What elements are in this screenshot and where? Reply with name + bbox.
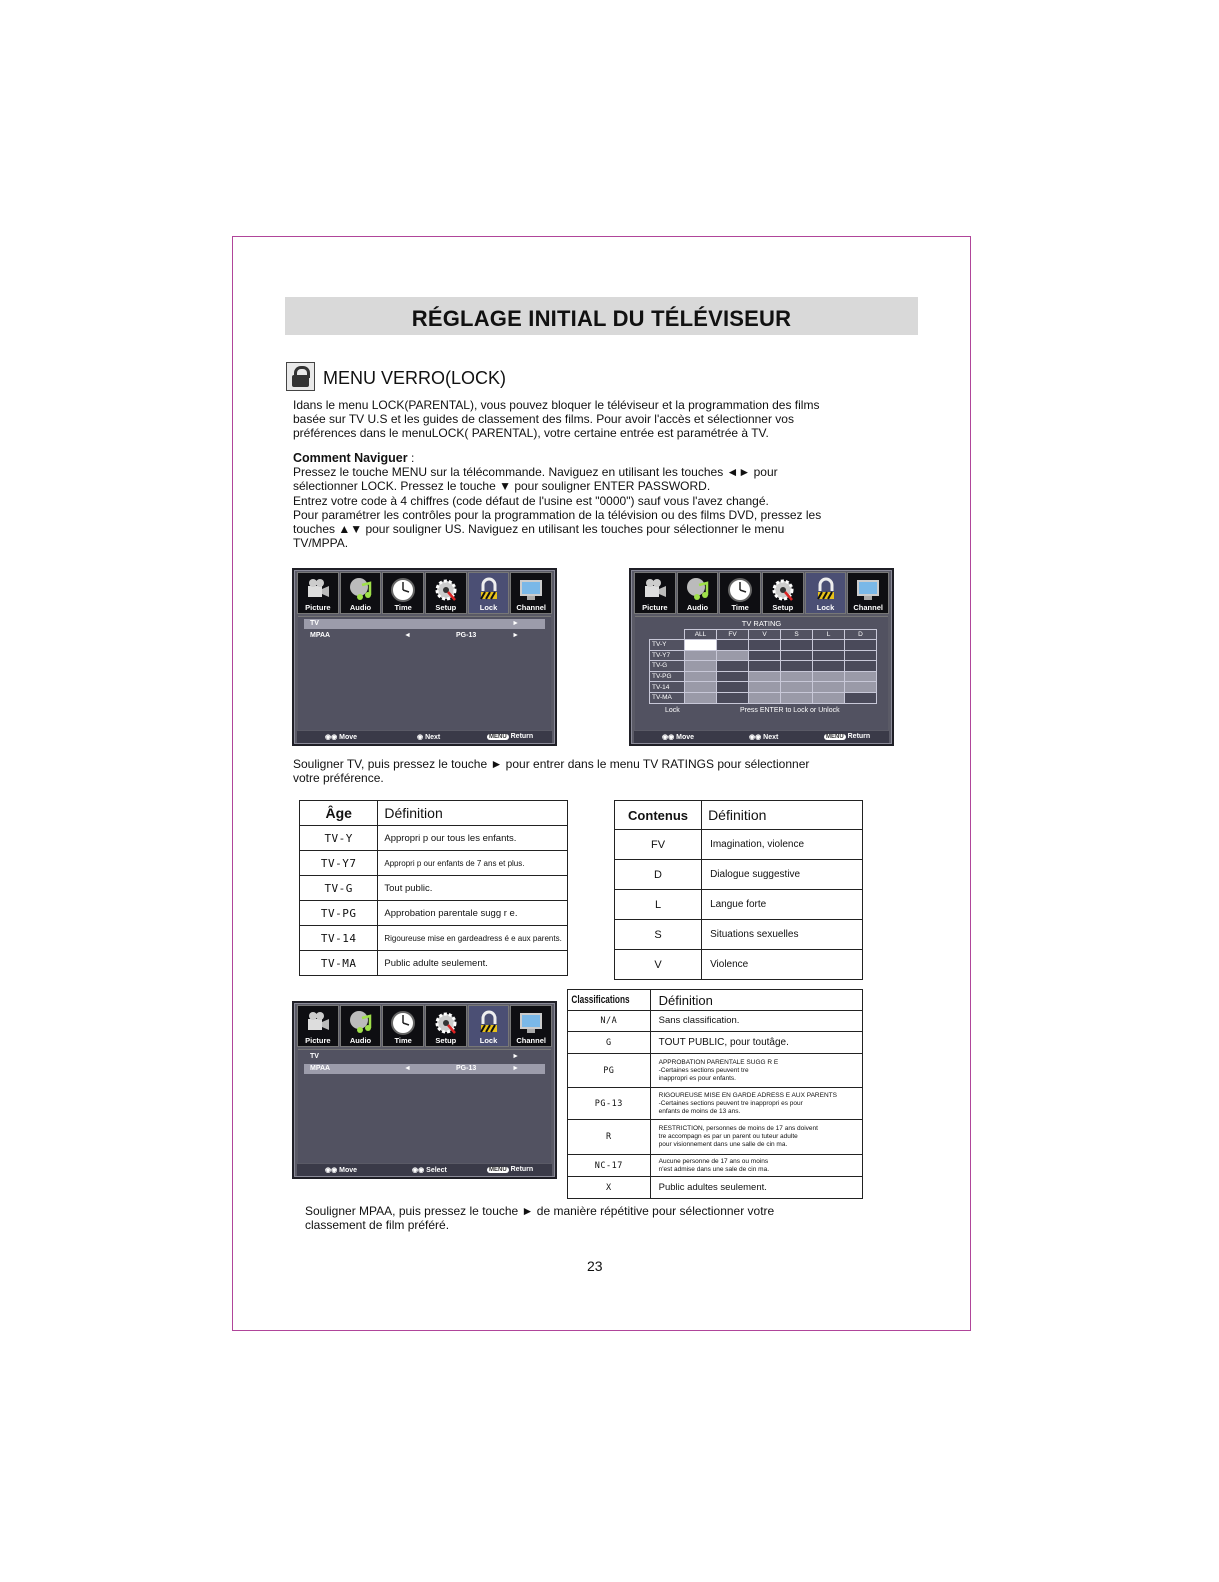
tab-label: Time <box>394 603 412 612</box>
caption-line: classement de film préféré. <box>305 1218 450 1233</box>
tab-label: Picture <box>642 603 668 612</box>
lock-cell[interactable] <box>717 692 749 703</box>
grid-row[interactable] <box>650 640 877 651</box>
menu-tab-lock <box>468 1005 510 1047</box>
menu-content <box>298 1049 551 1163</box>
definition-line: inappropri es pour enfants. <box>658 1074 736 1082</box>
table-key-cell: V <box>615 950 702 980</box>
table-row <box>300 876 568 901</box>
table-key-cell: TV-Y7 <box>300 851 378 876</box>
menu-tab-picture <box>297 572 339 614</box>
table-row <box>568 1032 863 1054</box>
mpaa-classification-table <box>567 989 863 1199</box>
table-key-cell: G <box>568 1032 651 1054</box>
move-hint: ◉◉ Move <box>325 1167 358 1174</box>
lock-cell[interactable] <box>685 671 717 682</box>
grid-row-label: TV-PG <box>650 671 685 682</box>
grid-column-header: D <box>845 630 877 640</box>
lock-cell[interactable] <box>781 661 813 672</box>
press-enter-hint: Press ENTER to Lock or Unlock <box>740 707 840 714</box>
nav-heading: Comment Naviguer <box>293 451 408 465</box>
menu-tab-audio <box>340 1005 382 1047</box>
table-definition-cell <box>650 1054 862 1088</box>
menu-footer <box>297 731 552 743</box>
table-row <box>300 851 568 876</box>
left-arrow-icon: ◄ <box>404 1065 411 1072</box>
nav-line: Pour paramétrer les contrôles pour la programmation de la télévision ou des films DVD, pressez les <box>293 507 822 522</box>
table-row <box>300 901 568 926</box>
table-row <box>568 1054 863 1088</box>
caption-line: votre préférence. <box>293 771 384 786</box>
lock-cell[interactable] <box>813 661 845 672</box>
table-definition-cell: Public adulte seulement. <box>378 951 568 976</box>
clock-icon <box>390 577 416 603</box>
definition-line: -Certaines sections peuvent tre <box>658 1066 749 1074</box>
menu-content <box>298 616 551 730</box>
table-row <box>568 1120 863 1155</box>
definition-line: RESTRICTION, personnes de moins de 17 ans doivent <box>658 1125 818 1132</box>
definition-line: Public adultes seulement. <box>658 1181 767 1193</box>
definition-line: RIGOUREUSE MISE EN GARDE ADRESS E AUX PARENTS <box>658 1091 837 1099</box>
definition-line: enfants de moins de 13 ans. <box>658 1107 741 1115</box>
lock-cell[interactable] <box>685 692 717 703</box>
grid-row-label: TV-14 <box>650 682 685 693</box>
padlock-icon <box>476 1010 502 1036</box>
nav-heading-line <box>293 451 821 465</box>
grid-row-label: TV-MA <box>650 692 685 703</box>
lock-cell[interactable] <box>685 682 717 693</box>
table-definition-cell: Imagination, violence <box>702 830 863 860</box>
clock-icon <box>390 1010 416 1036</box>
return-hint: MENU Return <box>489 1166 534 1173</box>
move-hint: ◉◉ Move <box>325 734 358 741</box>
table-definition-cell <box>650 1088 862 1120</box>
table-header-cell: Classifications <box>568 990 630 1011</box>
menu-icon-strip <box>634 572 889 614</box>
table-header-row <box>300 801 568 826</box>
nav-line: touches ▲▼ pour souligner US. Naviguez en utilisant les touches pour sélectionner le menu <box>293 522 785 537</box>
table-key-cell: TV-14 <box>300 926 378 951</box>
age-definition-table <box>299 800 568 976</box>
lock-cell[interactable] <box>845 692 877 703</box>
menu-tab-lock <box>468 572 510 614</box>
table-row <box>300 926 568 951</box>
grid-row-label: TV-Y <box>650 640 685 651</box>
return-hint: MENU Return <box>489 733 534 740</box>
table-definition-cell: Appropri p our tous les enfants. <box>378 826 568 851</box>
row-label: TV <box>310 620 319 627</box>
table-header-cell: Définition <box>650 990 862 1011</box>
table-row <box>568 1088 863 1120</box>
section-title: MENU VERRO(LOCK) <box>323 368 507 388</box>
grid-row[interactable] <box>650 671 877 682</box>
table-key-cell: L <box>615 890 702 920</box>
content-definition-table <box>614 800 863 980</box>
grid-row[interactable] <box>650 682 877 693</box>
gear-icon <box>433 1010 459 1036</box>
menu-footer <box>634 731 889 743</box>
grid-row[interactable] <box>650 650 877 661</box>
table-row <box>615 920 863 950</box>
move-hint: ◉◉ Move <box>662 734 695 741</box>
table-key-cell: TV-MA <box>300 951 378 976</box>
nav-paragraph <box>293 451 821 550</box>
nav-line: TV/MPPA. <box>293 536 349 551</box>
menu-tab-audio <box>340 572 382 614</box>
table-key-cell: PG <box>568 1054 651 1088</box>
lock-cell[interactable] <box>845 682 877 693</box>
table-definition-cell <box>650 1155 862 1177</box>
table-row <box>615 830 863 860</box>
table-header-row <box>568 990 863 1011</box>
right-arrow-icon: ► <box>512 632 519 639</box>
page-banner <box>285 297 918 335</box>
lock-cell[interactable] <box>845 650 877 661</box>
table-row <box>568 1155 863 1177</box>
lock-cell[interactable] <box>685 650 717 661</box>
table-row <box>300 951 568 976</box>
clock-icon <box>727 577 753 603</box>
tab-label: Time <box>731 603 749 612</box>
row-label: TV <box>310 1053 319 1060</box>
left-arrow-icon: ◄ <box>404 632 411 639</box>
tab-label: Setup <box>772 603 794 612</box>
monitor-icon <box>518 1010 544 1036</box>
row-value: PG-13 <box>456 632 477 639</box>
tv-rating-screen <box>629 568 894 746</box>
table-row <box>615 890 863 920</box>
menu-row-tv[interactable] <box>304 619 545 629</box>
menu-tab-channel <box>510 1005 552 1047</box>
intro-paragraph <box>293 398 819 441</box>
gear-icon <box>770 577 796 603</box>
lock-cell[interactable] <box>749 650 781 661</box>
nav-line: Pressez le touche MENU sur la télécommande. Naviguez en utilisant les touches ◄► pour <box>293 465 778 480</box>
table-definition-cell <box>650 1177 862 1199</box>
table-key-cell: S <box>615 920 702 950</box>
right-arrow-icon: ► <box>512 1065 519 1072</box>
camera-icon <box>305 1010 331 1036</box>
lock-cell[interactable] <box>813 682 845 693</box>
tab-label: Lock <box>479 603 498 612</box>
tab-label: Channel <box>516 1036 546 1045</box>
grid-row[interactable] <box>650 692 877 703</box>
table-definition-cell: Situations sexuelles <box>702 920 863 950</box>
tab-label: Channel <box>853 603 883 612</box>
lock-cell[interactable] <box>813 671 845 682</box>
table-key-cell: NC-17 <box>568 1155 651 1177</box>
gear-icon <box>433 577 459 603</box>
menu-row-tv[interactable] <box>304 1052 545 1062</box>
music-note-icon <box>348 577 374 603</box>
menu-tab-channel <box>510 572 552 614</box>
grid-column-header: ALL <box>685 630 717 640</box>
grid-row-label: TV-Y7 <box>650 650 685 661</box>
definition-line: Sans classification. <box>658 1015 740 1026</box>
table-key-cell: TV-Y <box>300 826 378 851</box>
menu-footer <box>297 1164 552 1176</box>
intro-line: basée sur TV U.S et les guides de classement des films. Pour avoir l'accès et sélectionner vos <box>293 412 794 427</box>
lock-cell[interactable] <box>813 640 845 651</box>
lock-cell[interactable] <box>781 640 813 651</box>
grid-column-header: S <box>781 630 813 640</box>
tv-rating-grid <box>649 629 877 704</box>
table-definition-cell: Violence <box>702 950 863 980</box>
table-definition-cell: Rigoureuse mise en gardeadress é e aux parents. <box>378 926 568 951</box>
lock-cell[interactable] <box>781 682 813 693</box>
menu-tab-time <box>382 1005 424 1047</box>
lock-cell[interactable] <box>813 650 845 661</box>
caption-line: Souligner TV, puis pressez le touche ► pour entrer dans le menu TV RATINGS pour sélectionner <box>293 757 810 771</box>
definition-line: n'est admise dans une sale de cin ma. <box>658 1165 770 1173</box>
row-label: MPAA <box>310 1065 331 1072</box>
table-definition-cell: Approbation parentale sugg r e. <box>378 901 568 926</box>
lock-cell[interactable] <box>749 661 781 672</box>
table-definition-cell: Dialogue suggestive <box>702 860 863 890</box>
table-header-row <box>615 801 863 830</box>
table-row <box>568 1011 863 1032</box>
tv-rating-panel <box>635 616 888 730</box>
definition-line: pour visionnement dans une salle de cin ma. <box>658 1141 788 1148</box>
tv-rating-title: TV RATING <box>741 619 782 628</box>
lock-cell[interactable] <box>781 671 813 682</box>
table-definition-cell: Tout public. <box>378 876 568 901</box>
table-header-cell: Définition <box>702 801 863 830</box>
lock-cell[interactable] <box>845 640 877 651</box>
page-number: 23 <box>587 1258 603 1274</box>
nav-line: Entrez votre code à 4 chiffres (code défaut de l'usine est "0000") sauf vous l'avez changé. <box>293 493 769 508</box>
tab-label: Audio <box>349 603 372 612</box>
camera-icon <box>642 577 668 603</box>
definition-line: APPROBATION PARENTALE SUGG R E <box>658 1058 779 1066</box>
right-arrow-icon: ► <box>512 1053 519 1060</box>
tab-label: Setup <box>435 603 457 612</box>
lock-cell[interactable] <box>685 640 717 651</box>
menu-icon-strip <box>297 1005 552 1047</box>
menu-tab-time <box>382 572 424 614</box>
menu-tab-channel <box>847 572 889 614</box>
grid-column-header: L <box>813 630 845 640</box>
next-hint: ◉ Next <box>417 734 441 741</box>
caption-line: Souligner MPAA, puis pressez le touche ► de manière répétitive pour sélectionner votre <box>305 1204 775 1218</box>
table-key-cell: PG-13 <box>568 1088 651 1120</box>
lock-cell[interactable] <box>717 650 749 661</box>
lock-cell[interactable] <box>781 650 813 661</box>
lock-cell[interactable] <box>717 682 749 693</box>
lock-cell[interactable] <box>845 661 877 672</box>
monitor-icon <box>855 577 881 603</box>
row-value: PG-13 <box>456 1065 477 1072</box>
definition-line: tre accompagn es par un parent ou tuteur adulte <box>658 1133 798 1140</box>
tab-label: Lock <box>816 603 835 612</box>
caption-mpaa <box>305 1204 774 1232</box>
menu-tab-setup <box>425 572 467 614</box>
padlock-icon <box>476 577 502 603</box>
table-row <box>615 950 863 980</box>
definition-line: Aucune personne de 17 ans ou moins <box>658 1157 769 1165</box>
table-header-cell: Contenus <box>615 801 702 830</box>
table-key-cell: TV-G <box>300 876 378 901</box>
table-definition-cell: Appropri p our enfants de 7 ans et plus. <box>378 851 568 876</box>
padlock-icon <box>813 577 839 603</box>
table-key-cell: FV <box>615 830 702 860</box>
table-key-cell: X <box>568 1177 651 1199</box>
row-label: MPAA <box>310 632 331 639</box>
lock-cell[interactable] <box>749 692 781 703</box>
lock-cell[interactable] <box>717 671 749 682</box>
lock-cell[interactable] <box>749 640 781 651</box>
menu-tab-lock <box>805 572 847 614</box>
lock-icon <box>286 362 315 391</box>
lock-cell[interactable] <box>845 671 877 682</box>
grid-column-header: V <box>749 630 781 640</box>
lock-cell[interactable] <box>717 640 749 651</box>
music-note-icon <box>348 1010 374 1036</box>
music-note-icon <box>685 577 711 603</box>
banner-title: RÉGLAGE INITIAL DU TÉLÉVISEUR <box>411 306 792 331</box>
lock-cell[interactable] <box>813 692 845 703</box>
camera-icon <box>305 577 331 603</box>
tab-label: Setup <box>435 1036 457 1045</box>
grid-row[interactable] <box>650 661 877 672</box>
grid-row-label: TV-G <box>650 661 685 672</box>
monitor-icon <box>518 577 544 603</box>
grid-column-header: FV <box>717 630 749 640</box>
intro-line: Idans le menu LOCK(PARENTAL), vous pouvez bloquer le téléviseur et la programmation des films <box>293 398 820 412</box>
tab-label: Picture <box>305 603 331 612</box>
tv-menu-screen-mpaa <box>292 1001 557 1179</box>
menu-row-mpaa[interactable] <box>304 1064 545 1074</box>
grid-header-row <box>650 630 877 640</box>
table-header-cell: Définition <box>378 801 568 826</box>
lock-cell[interactable] <box>717 661 749 672</box>
select-hint: ◉◉ Select <box>412 1167 447 1174</box>
table-key-cell: R <box>568 1120 651 1155</box>
menu-tab-setup <box>762 572 804 614</box>
table-row <box>300 826 568 851</box>
table-key-cell: N/A <box>568 1011 651 1032</box>
tab-label: Lock <box>479 1036 498 1045</box>
table-row <box>568 1177 863 1199</box>
lock-cell[interactable] <box>749 682 781 693</box>
lock-cell[interactable] <box>749 671 781 682</box>
nav-line: sélectionner LOCK. Pressez le touche ▼ pour souligner ENTER PASSWORD. <box>293 479 711 494</box>
lock-cell[interactable] <box>781 692 813 703</box>
intro-line: préférences dans le menuLOCK( PARENTAL), votre certaine entrée est paramétrée à TV. <box>293 426 769 441</box>
menu-row-mpaa[interactable] <box>304 631 545 641</box>
next-hint: ◉◉ Next <box>749 734 779 741</box>
caption-tv <box>293 757 809 785</box>
tab-label: Audio <box>686 603 709 612</box>
table-key-cell: TV-PG <box>300 901 378 926</box>
definition-line: -Certaines sections peuvent tre inappropri es pour <box>658 1099 803 1107</box>
menu-icon-strip <box>297 572 552 614</box>
table-definition-cell: Langue forte <box>702 890 863 920</box>
table-header-cell: Âge <box>300 801 378 826</box>
definition-line: TOUT PUBLIC, pour toutâge. <box>658 1036 789 1048</box>
nav-heading-suffix: : <box>407 451 415 465</box>
lock-cell[interactable] <box>685 661 717 672</box>
table-key-cell: D <box>615 860 702 890</box>
menu-tab-time <box>719 572 761 614</box>
right-arrow-icon: ► <box>512 620 519 627</box>
menu-tab-audio <box>677 572 719 614</box>
tab-label: Picture <box>305 1036 331 1045</box>
tv-menu-screen-lock <box>292 568 557 746</box>
menu-tab-picture <box>297 1005 339 1047</box>
table-row <box>615 860 863 890</box>
table-definition-cell <box>650 1032 862 1054</box>
table-definition-cell <box>650 1011 862 1032</box>
tab-label: Audio <box>349 1036 372 1045</box>
menu-tab-setup <box>425 1005 467 1047</box>
table-definition-cell <box>650 1120 862 1155</box>
lock-legend: Lock <box>665 707 680 714</box>
tab-label: Time <box>394 1036 412 1045</box>
menu-tab-picture <box>634 572 676 614</box>
tab-label: Channel <box>516 603 546 612</box>
return-hint: MENU Return <box>826 733 871 740</box>
